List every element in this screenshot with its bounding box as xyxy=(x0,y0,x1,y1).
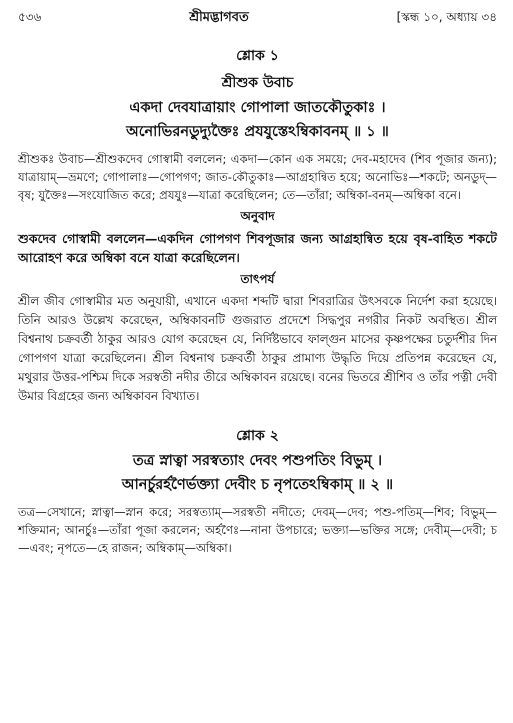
verse-1-line-2: অনোভিরনডুদ্যুক্তৈঃ প্রযযুস্তেঽম্বিকাবনম্ ॥ ১ ॥ xyxy=(126,124,389,140)
verse-1-label: শ্লোক ১ xyxy=(236,48,279,64)
chapter-reference: [স্কন্ধ ১০, অধ্যায় ৩৪ xyxy=(396,10,497,24)
verse-1-purport: শ্রীল জীব গোস্বামীর মত অনুযায়ী, এখানে একদা শব্দটি দ্বারা শিবরাত্রির উৎসবকে নির্দেশ করা হয়েছে। তিনি আরও উল্লেখ করেছেন, অম্বিকাবনটি গুজরাত প্রদেশে সিদ্ধপুর নগরীর নিকট অবস্থিত। শ্রীল বিশ্বনাথ চক্রবর্তী ঠাকুর আরও যোগ করেছেন যে, নির্দিষ্টভাবে ফাল্গুন মাসের কৃষ্ণপক্ষের চতুর্দশীর দিন গোপগণ যাত্রা করেছিলেন। শ্রীল বিশ্বনাথ চক্রবর্তী ঠাকুর প্রামাণ্য উদ্ধৃতি দিয়ে প্রতিপন্ন করেছেন যে, মথুরার উত্তর-পশ্চিম দিকে সরস্বতী নদীর তীরে অম্বিকাবন রয়েছে। বনের ভিতরে শ্রীশিব ও তাঁর পত্নী দেবী উমার বিগ্রহের জন্য অম্বিকাবন বিখ্যাত। xyxy=(18,294,497,403)
verse-1-line-1: একদা দেবযাত্রায়াং গোপালা জাতকৌতুকাঃ । xyxy=(129,100,386,116)
verse-1-synonyms: শ্রীশুকঃ উবাচ—শ্রীশুকদেব গোস্বামী বললেন; একদা—কোন এক সময়ে; দেব-মহাদেব (শিব পূজার জন্য); যাত্রায়াম্—ভ্রমণে; গোপালাঃ—গোপগণ; জাত-কৌতুকাঃ—আগ্রহান্বিত হয়ে; অনোভিঃ—শকটে; অনডুদ্—বৃষ; যুক্তৈঃ—সংযোজিত করে; প্রযযুঃ—যাত্রা করেছিলেন; তে—তাঁরা; অম্বিকা-বনম্—অম্বিকা বনে। xyxy=(18,152,497,202)
purport-heading: তাৎপর্য xyxy=(240,272,275,286)
verse-2-line-2: আনর্চুরর্হণৈর্ভক্ত্যা দেবীং চ নৃপতেঽম্বিকাম্ ॥ ২ ॥ xyxy=(121,477,394,493)
book-title: শ্রীমদ্ভাগবত xyxy=(189,10,249,25)
verse-1-speaker: শ্রীশুক উবাচ xyxy=(221,75,294,91)
verse-2-label: শ্লোক ২ xyxy=(236,428,279,444)
verse-2-synonyms: তত্র—সেখানে; স্নাত্বা—স্নান করে; সরস্বত্যাম্—সরস্বতী নদীতে; দেবম্—দেব; পশু-পতিম্—শিব; বিভুম্—শক্তিমান; আনর্চুঃ—তাঁরা পূজা করলেন; অর্হণৈঃ—নানা উপচারে; ভক্ত্যা—ভক্তির সঙ্গে; দেবীম্—দেবী; চ—এবং; নৃপতে—হে রাজন; অম্বিকাম্—অম্বিকা। xyxy=(18,505,497,555)
page-number: ৫৩৬ xyxy=(18,10,42,24)
verse-1-translation: শুকদেব গোস্বামী বললেন—একদিন গোপগণ শিবপূজার জন্য আগ্রহান্বিত হয়ে বৃষ-বাহিত শকটে আরোহণ করে অম্বিকা বনে যাত্রা করেছিলেন। xyxy=(18,231,497,265)
translation-heading: অনুবাদ xyxy=(240,209,275,223)
verse-2-line-1: তত্র স্নাত্বা সরস্বত্যাং দেবং পশুপতিং বিভুম্ । xyxy=(132,453,383,469)
page-header xyxy=(18,8,497,30)
